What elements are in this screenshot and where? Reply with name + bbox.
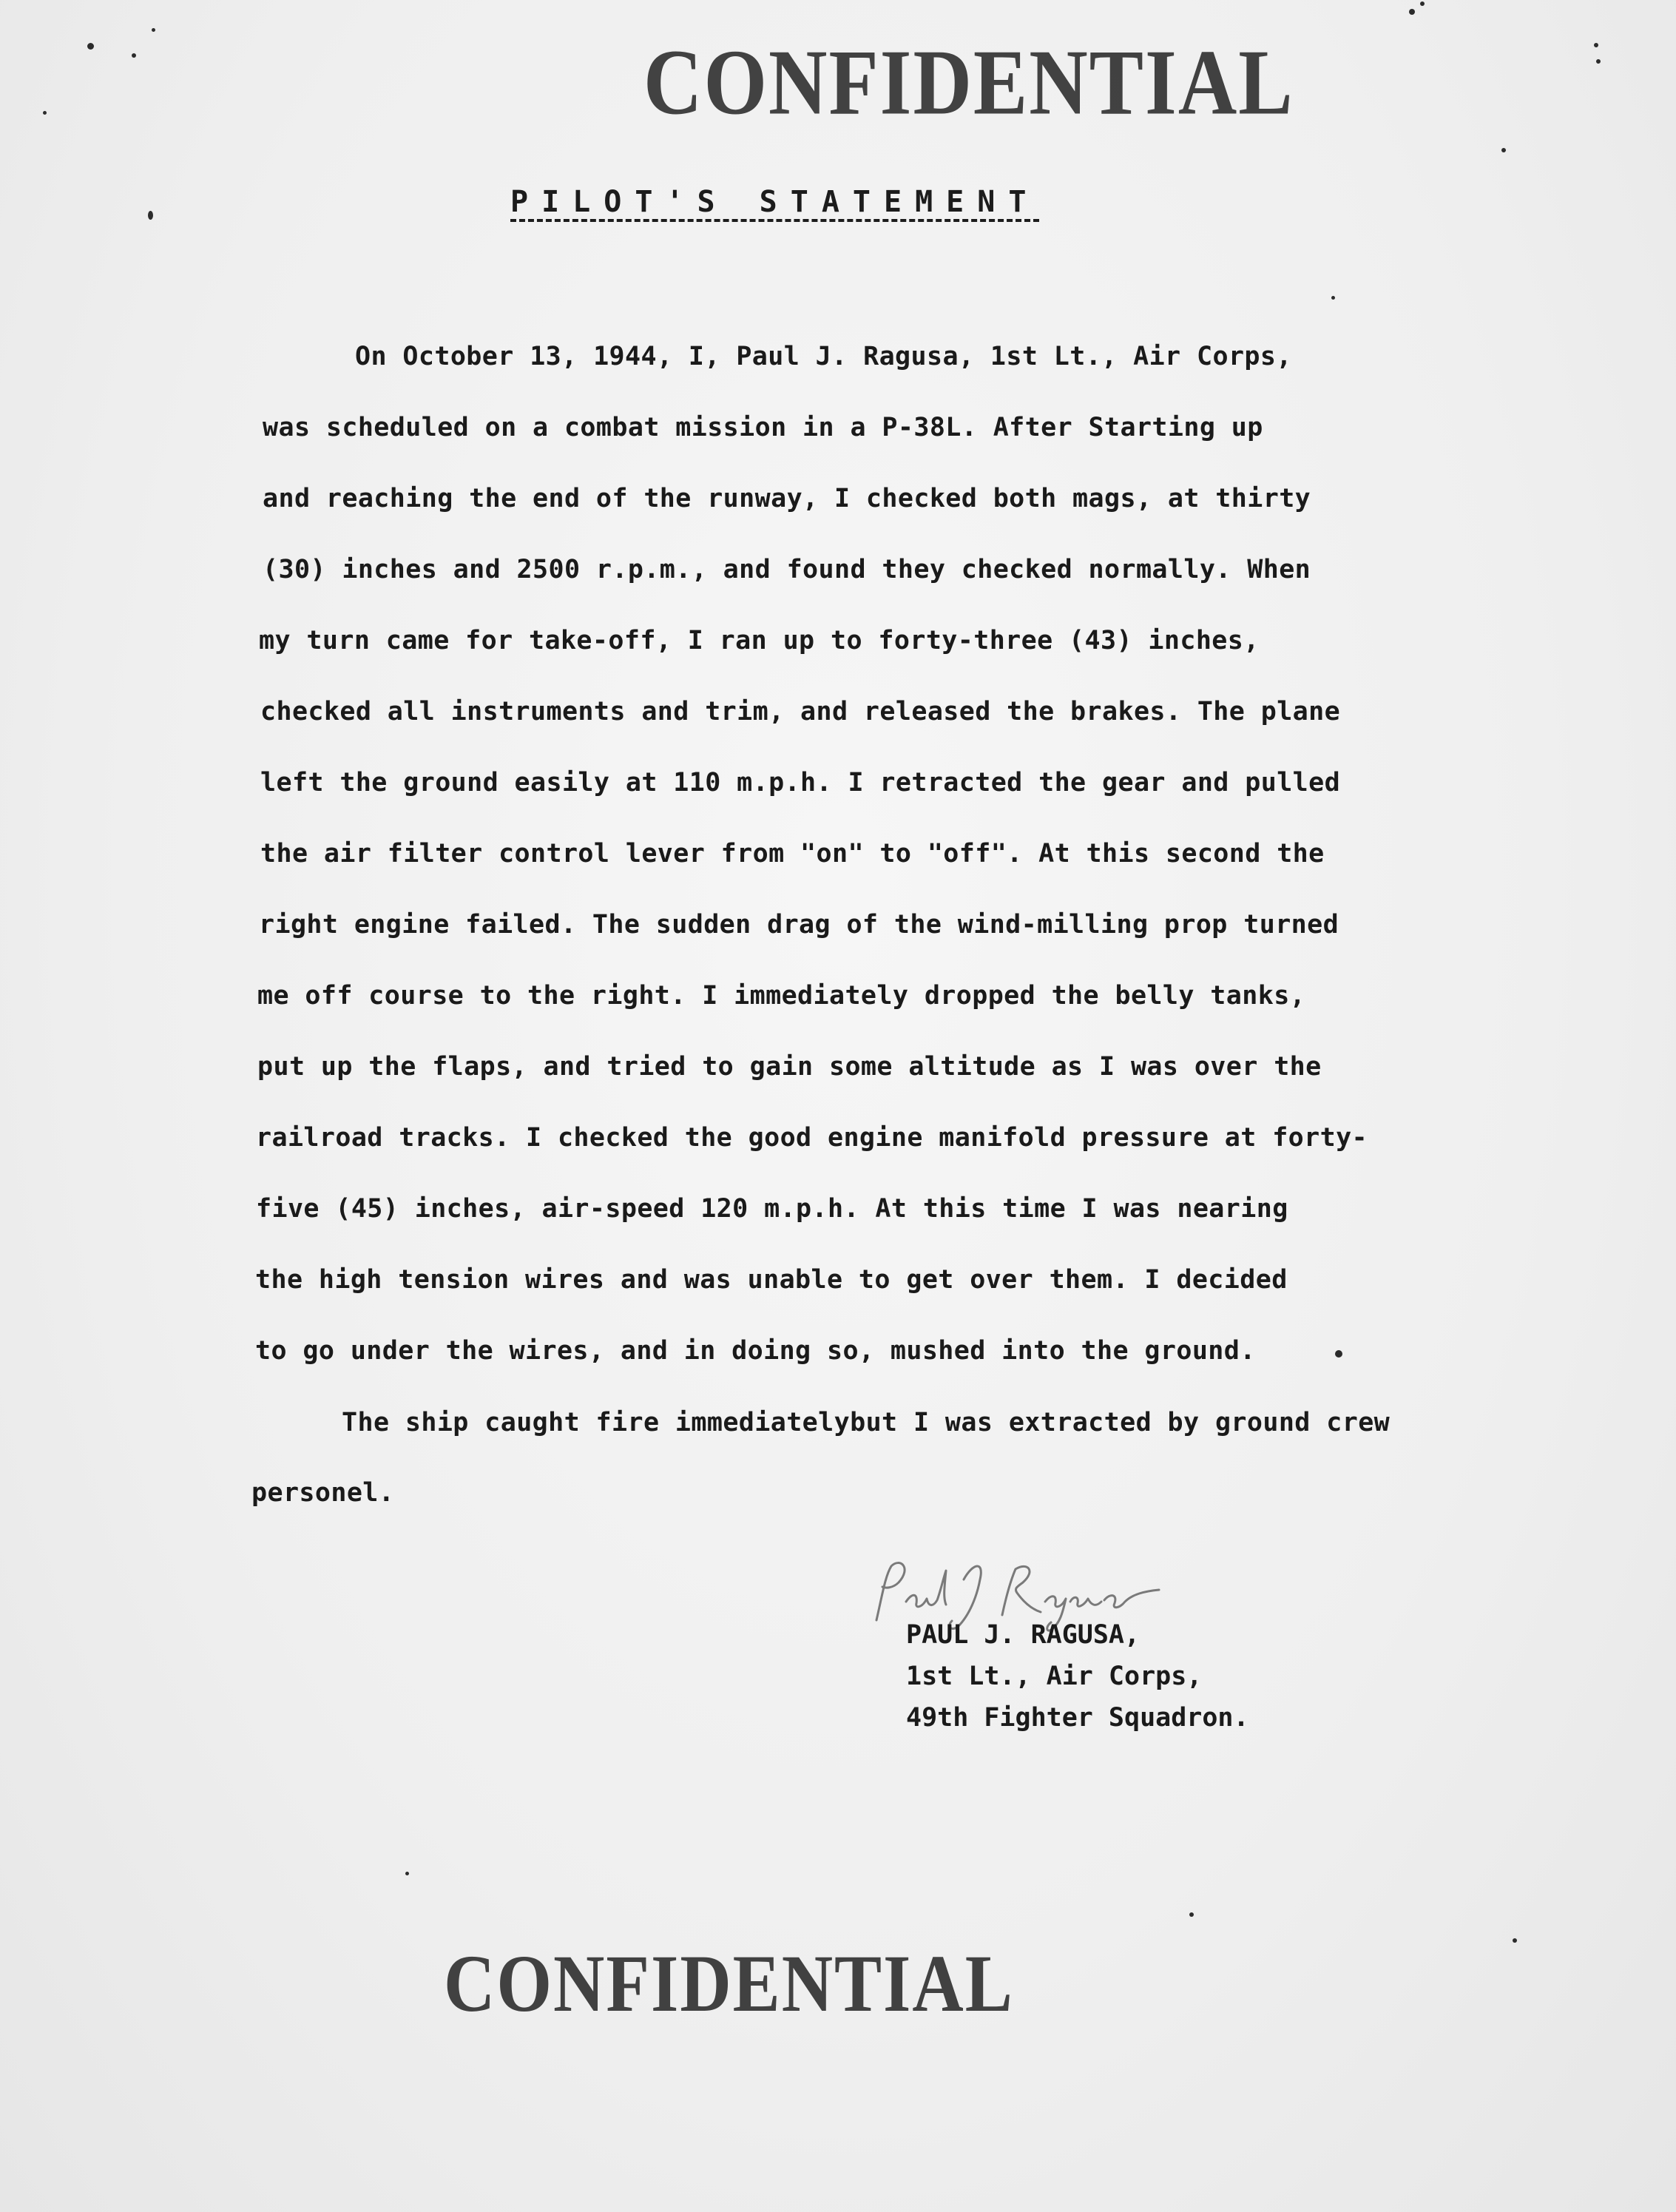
body-line: checked all instruments and trim, and released the brakes. The plane — [260, 697, 1341, 726]
body-line: On October 13, 1944, I, Paul J. Ragusa, 1st Lt., Air Corps, — [355, 342, 1292, 371]
speck — [405, 1872, 409, 1875]
speck — [1596, 59, 1601, 64]
signer-rank: 1st Lt., Air Corps, — [906, 1662, 1203, 1691]
confidential-stamp-top: CONFIDENTIAL — [643, 30, 1294, 135]
speck — [1189, 1912, 1194, 1917]
body-line: put up the flaps, and tried to gain some altitude as I was over the — [257, 1052, 1322, 1082]
speck — [1594, 43, 1598, 47]
body-line: my turn came for take-off, I ran up to forty-three (43) inches, — [259, 626, 1260, 655]
speck — [43, 111, 47, 115]
body-line: the air filter control lever from "on" to "off". At this second the — [260, 839, 1325, 869]
body-line: left the ground easily at 110 m.p.h. I retracted the gear and pulled — [260, 768, 1341, 798]
signer-unit: 49th Fighter Squadron. — [906, 1703, 1249, 1733]
body-line: was scheduled on a combat mission in a P-38L. After Starting up — [263, 413, 1263, 442]
speck — [1420, 1, 1425, 6]
body-line: me off course to the right. I immediately dropped the belly tanks, — [257, 981, 1306, 1011]
body-line: the high tension wires and was unable to get over them. I decided — [255, 1265, 1288, 1295]
speck — [1513, 1938, 1517, 1943]
body-line: railroad tracks. I checked the good engine manifold pressure at forty- — [256, 1123, 1368, 1153]
speck — [1331, 296, 1335, 300]
speck — [1335, 1350, 1342, 1358]
confidential-stamp-bottom: CONFIDENTIAL — [444, 1937, 1014, 2029]
signer-name: PAUL J. RAGUSA, — [906, 1620, 1141, 1650]
speck — [132, 53, 136, 58]
speck — [1501, 148, 1506, 152]
body-line: to go under the wires, and in doing so, mushed into the ground. — [255, 1336, 1256, 1366]
speck — [1409, 9, 1415, 15]
body-line: right engine failed. The sudden drag of the wind-milling prop turned — [259, 910, 1339, 940]
body-line: and reaching the end of the runway, I checked both mags, at thirty — [263, 484, 1311, 513]
body-line: personel. — [251, 1478, 395, 1508]
speck — [152, 28, 155, 32]
body-line: The ship caught fire immediatelybut I was extracted by ground crew — [342, 1408, 1391, 1437]
speck — [148, 211, 153, 220]
speck — [87, 43, 94, 50]
document-title: PILOT'S STATEMENT — [510, 185, 1040, 219]
body-line: five (45) inches, air-speed 120 m.p.h. At this time I was nearing — [256, 1194, 1288, 1224]
body-line: (30) inches and 2500 r.p.m., and found they checked normally. When — [263, 555, 1311, 584]
